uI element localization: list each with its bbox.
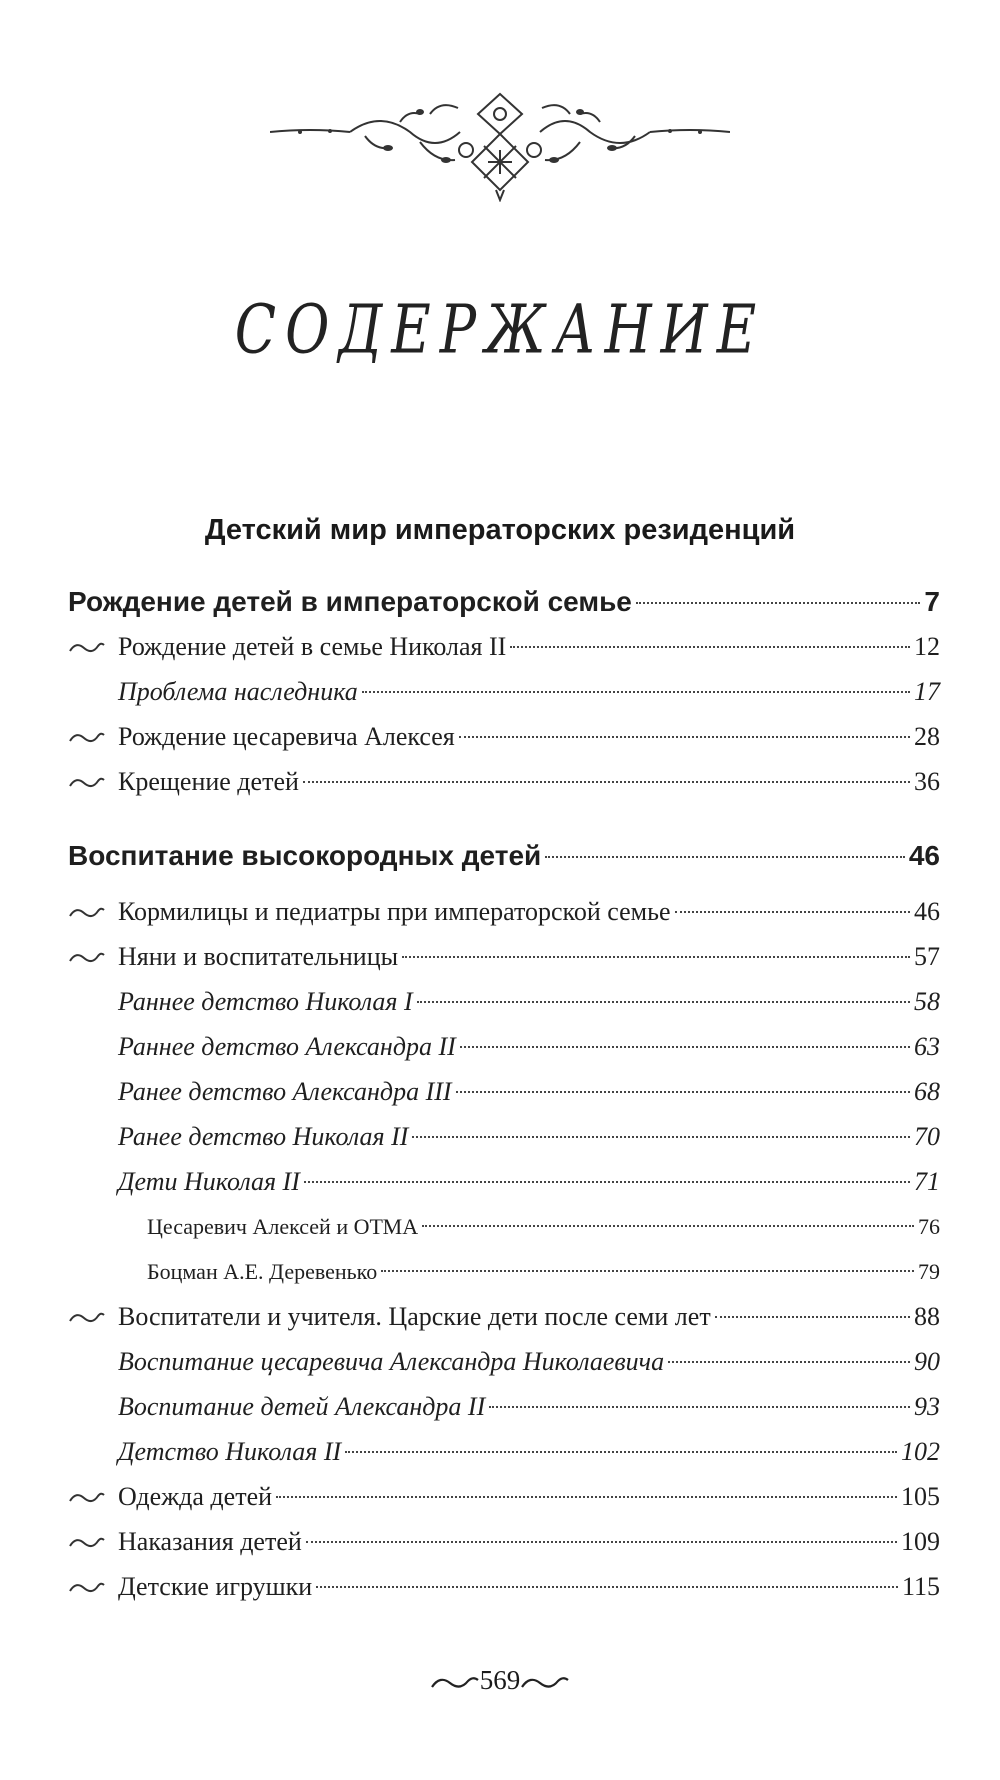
leader-dots [402,955,910,958]
toc-entry[interactable] [118,1117,940,1157]
toc-entry[interactable] [118,672,940,712]
toc-entry-page: 36 [914,767,940,796]
toc-entry-label: Ранее детство Александра III [118,1077,452,1106]
toc-entry-page: 57 [914,942,940,971]
toc-entry-page: 7 [924,586,940,617]
toc-entry-label: Раннее детство Александра II [118,1032,456,1061]
page-number-footer [0,1665,1000,1696]
toc-entry[interactable] [68,892,940,932]
toc-entry-page: 90 [914,1347,940,1376]
toc-entry-page: 93 [914,1392,940,1421]
toc-entry[interactable] [68,836,940,876]
toc-entry[interactable] [118,1387,940,1427]
toc-entry[interactable] [68,627,940,667]
toc-entry[interactable] [68,1567,940,1607]
toc-entry-page: 71 [914,1167,940,1196]
leader-dots [715,1315,910,1318]
toc-entry-label: Рождение детей в императорской семье [68,586,632,617]
leader-dots [381,1269,914,1272]
toc-entry-page: 46 [908,840,940,871]
leader-dots [510,645,910,648]
toc-entry-page: 68 [914,1077,940,1106]
leader-dots [276,1495,897,1498]
toc-entry-label: Воспитатели и учителя. Царские дети после семи лет [118,1302,711,1331]
leader-dots [636,601,921,604]
tilde-bullet-icon [68,1477,118,1517]
toc-entry[interactable] [118,1072,940,1112]
page-title: СОДЕРЖАНИЕ [234,290,766,369]
tilde-bullet-icon [68,1522,118,1562]
toc-entry-page: 12 [914,632,940,661]
leader-dots [362,690,910,693]
toc-entry-label: Боцман А.Е. Деревенько [147,1259,378,1284]
toc-entry-page: 70 [914,1122,940,1151]
leader-dots [303,780,910,783]
toc-entry[interactable] [68,717,940,757]
toc-entry-page: 115 [901,1572,940,1601]
toc-entry-page: 58 [914,987,940,1016]
floral-ornament-icon [270,92,730,202]
leader-dots [668,1360,910,1363]
leader-dots [675,910,910,913]
toc-entry[interactable] [68,762,940,802]
leader-dots [316,1585,898,1588]
leader-dots [304,1180,910,1183]
toc-entry-page: 46 [914,897,940,926]
leader-dots [456,1090,910,1093]
toc-entry-page: 28 [914,722,940,751]
tilde-bullet-icon [68,627,118,667]
toc-entry-label: Рождение цесаревича Алексея [118,722,455,751]
toc-entry-label: Няни и воспитательницы [118,942,399,971]
page-number: 569 [479,1665,521,1695]
toc-entry-label: Рождение детей в семье Николая II [118,632,507,661]
tilde-bullet-icon [68,1297,118,1337]
leader-dots [545,855,905,858]
toc-entry-label: Проблема наследника [118,677,358,706]
toc-entry-label: Детство Николая II [118,1437,342,1466]
toc-entry[interactable] [118,1432,940,1472]
toc-entry-label: Крещение детей [118,767,299,796]
toc-entry-label: Наказания детей [118,1527,302,1556]
toc-entry[interactable] [118,1027,940,1067]
toc-entry-label: Одежда детей [118,1482,273,1511]
toc-entry-page: 105 [901,1482,940,1511]
toc-entry-page: 109 [901,1527,940,1556]
tilde-right-icon [520,1675,570,1691]
leader-dots [422,1224,914,1227]
toc-entry-page: 102 [901,1437,940,1466]
toc-entry-page: 88 [914,1302,940,1331]
leader-dots [489,1405,910,1408]
toc-entry[interactable] [147,1207,940,1247]
tilde-bullet-icon [68,717,118,757]
toc-entry-label: Раннее детство Николая I [118,987,413,1016]
leader-dots [306,1540,897,1543]
leader-dots [460,1045,910,1048]
toc-entry[interactable] [68,1297,940,1337]
toc-entry-label: Воспитание высокородных детей [68,840,542,871]
tilde-bullet-icon [68,762,118,802]
toc-entry[interactable] [68,937,940,977]
leader-dots [345,1450,897,1453]
toc-entry-label: Детские игрушки [118,1572,313,1601]
toc-entry[interactable] [68,1522,940,1562]
tilde-bullet-icon [68,1567,118,1607]
toc-entry-page: 63 [914,1032,940,1061]
toc-entry-label: Дети Николая II [118,1167,300,1196]
part-title: Детский мир императорских резиденций [204,514,796,546]
toc-entry[interactable] [118,1162,940,1202]
toc-entry-label: Ранее детство Николая II [118,1122,409,1151]
toc-entry[interactable] [147,1252,940,1292]
toc-entry-page: 17 [914,677,940,706]
tilde-bullet-icon [68,937,118,977]
toc-entry-label: Кормилицы и педиатры при императорской семье [118,897,671,926]
toc-entry-page: 76 [918,1214,940,1239]
toc-entry-label: Воспитание цесаревича Александра Николаевича [118,1347,665,1376]
toc-entry[interactable] [68,1477,940,1517]
tilde-bullet-icon [68,892,118,932]
toc-entry[interactable] [118,1342,940,1382]
tilde-left-icon [430,1675,480,1691]
leader-dots [459,735,910,738]
toc-entry[interactable] [68,582,940,622]
toc-entry-label: Воспитание детей Александра II [118,1392,486,1421]
leader-dots [412,1135,910,1138]
leader-dots [417,1000,910,1003]
toc-entry-label: Цесаревич Алексей и ОТМА [147,1214,419,1239]
toc-entry-page: 79 [918,1259,940,1284]
toc-entry[interactable] [118,982,940,1022]
